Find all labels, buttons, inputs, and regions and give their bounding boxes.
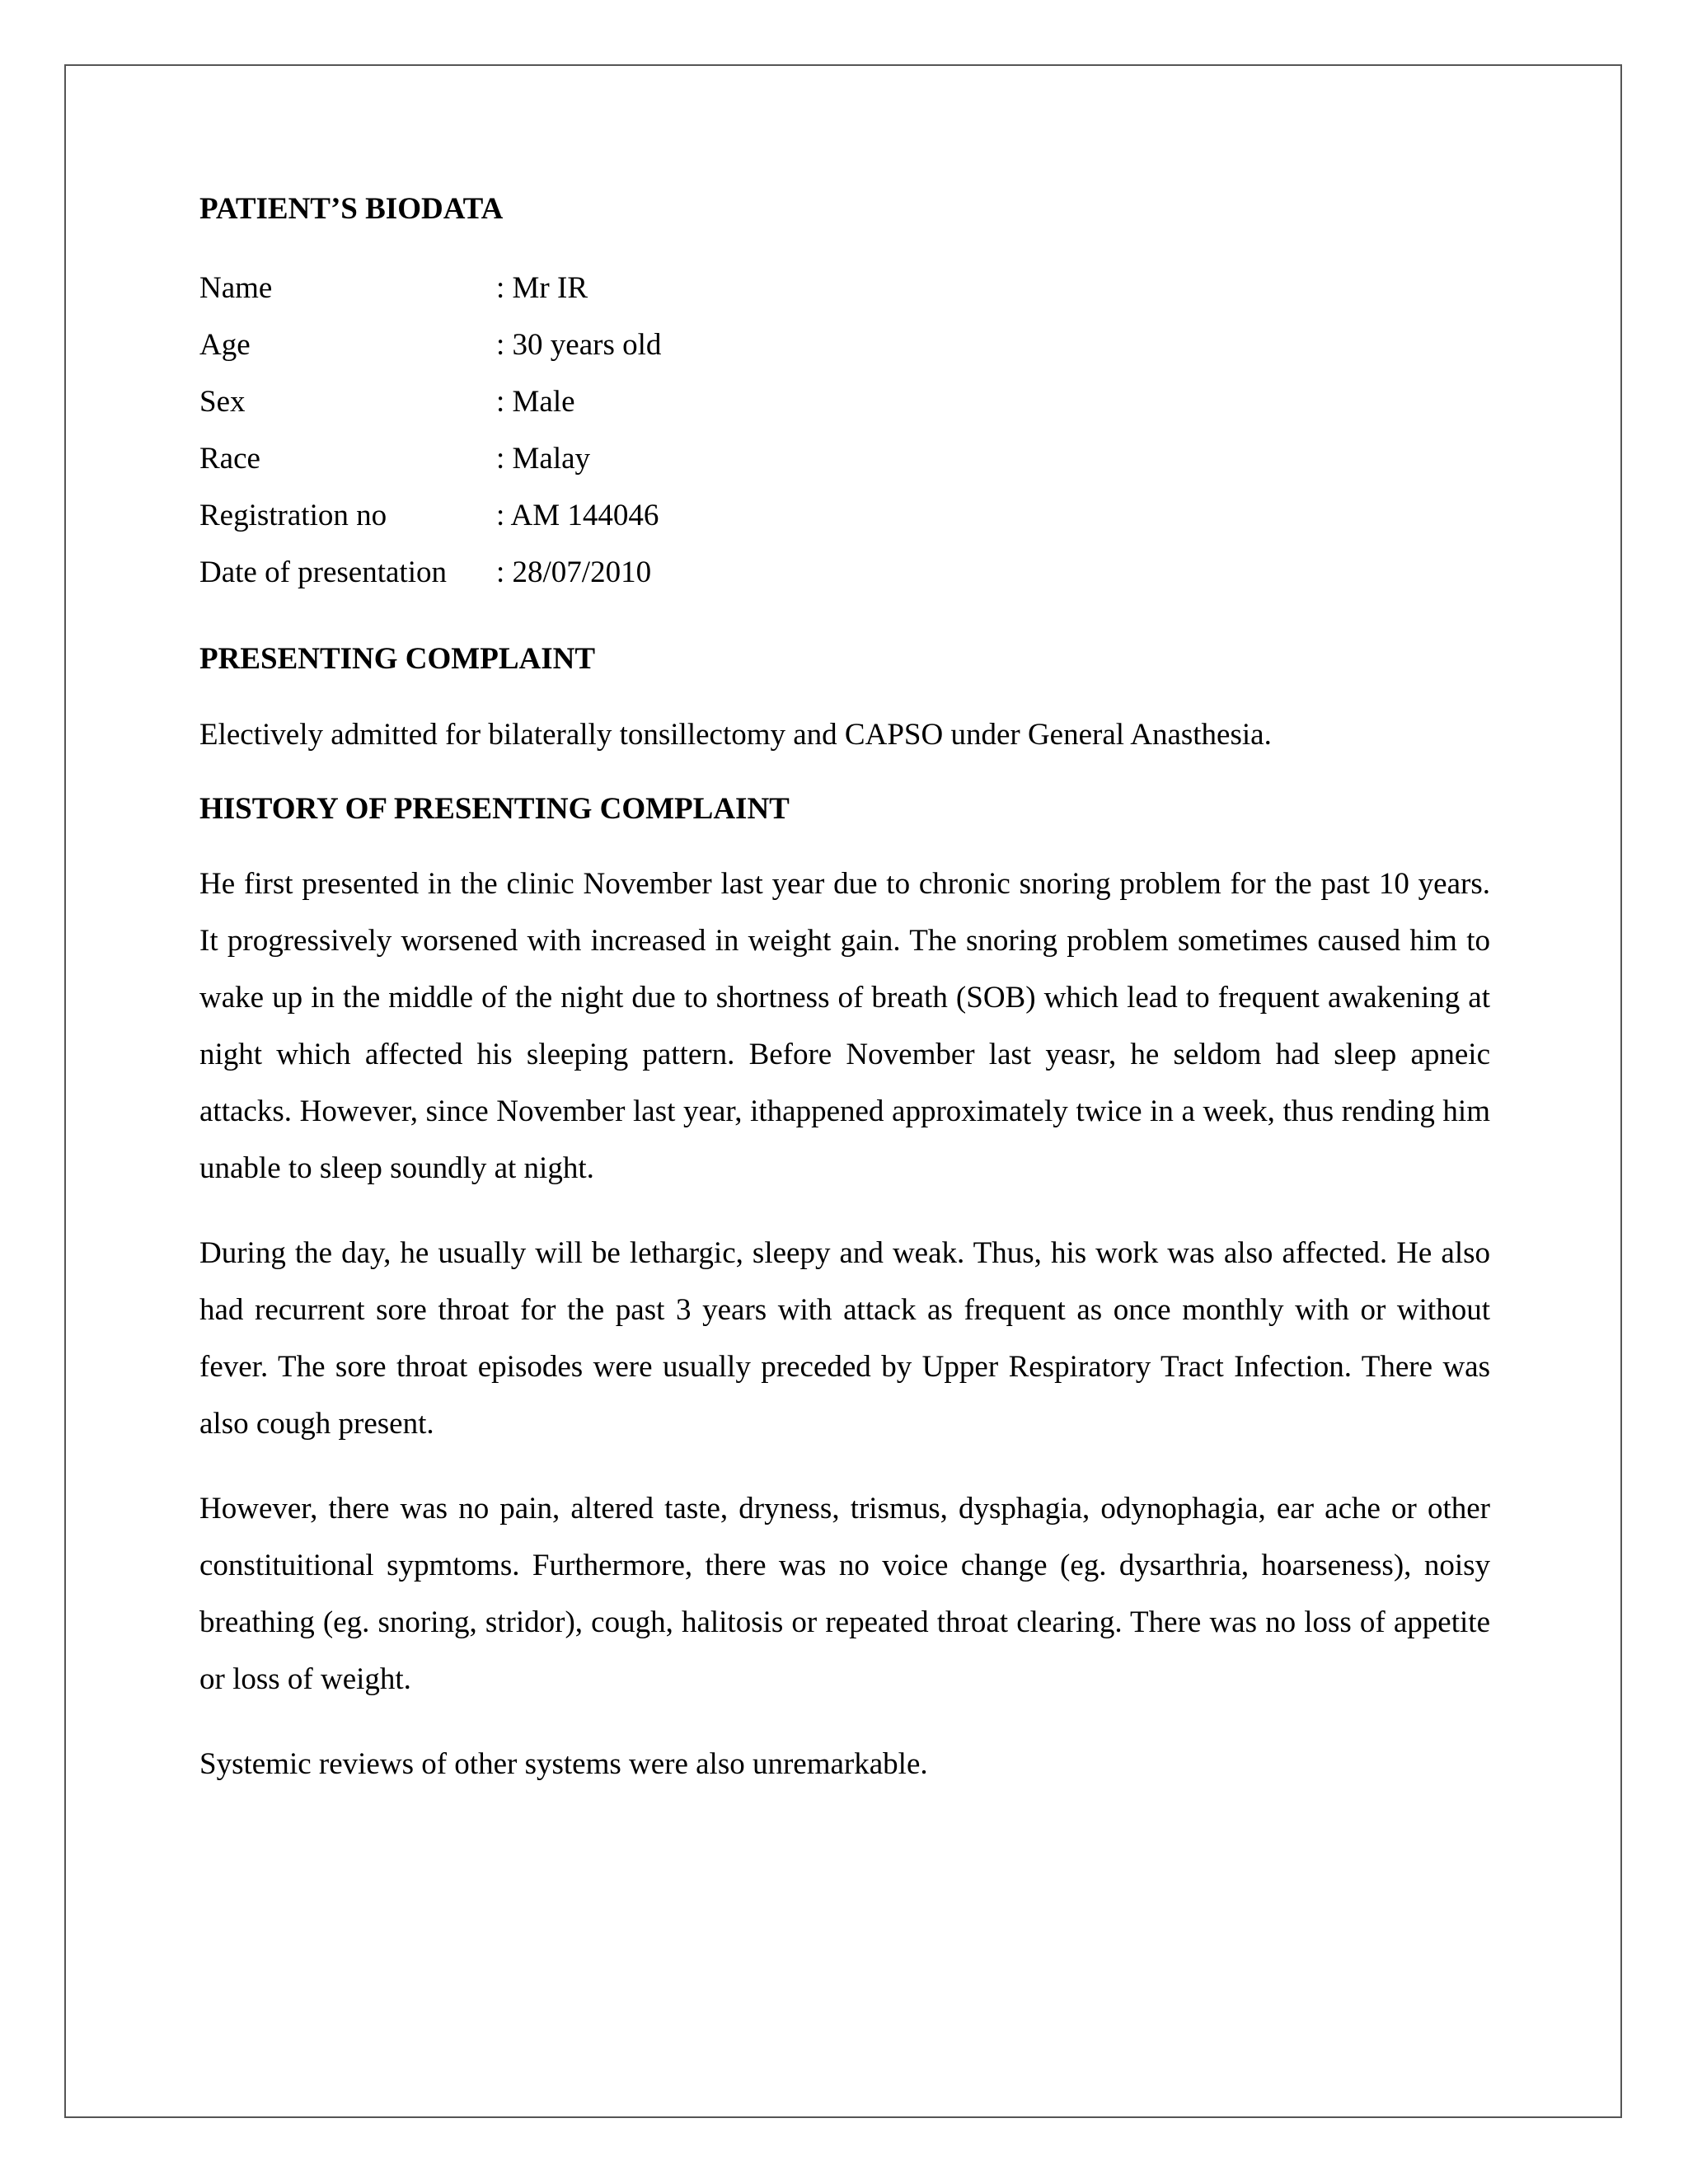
- biodata-value: : 28/07/2010: [496, 555, 652, 590]
- biodata-label: Age: [199, 328, 251, 363]
- biodata-row-registration: [199, 498, 1490, 555]
- biodata-value: : Male: [496, 385, 575, 419]
- biodata-value: : Mr IR: [496, 271, 588, 306]
- history-paragraph-2: During the day, he usually will be lethargic, sleepy and weak. Thus, his work was also affected. He also had recurrent sore throat for the past 3 years with attack as frequent as once monthly with or without fever. The sore throat episodes were usually preceded by Upper Respiratory Tract Infection. There was also cough present.: [199, 1236, 1490, 1441]
- biodata-row-sex: [199, 384, 1490, 441]
- biodata-table: [199, 270, 1490, 612]
- biodata-row-name: [199, 270, 1490, 327]
- biodata-label: Name: [199, 271, 273, 306]
- presenting-complaint-heading: PRESENTING COMPLAINT: [199, 642, 596, 677]
- biodata-row-race: [199, 441, 1490, 498]
- biodata-label: Race: [199, 442, 260, 476]
- biodata-value: : 30 years old: [496, 328, 662, 363]
- biodata-heading: PATIENT’S BIODATA: [199, 192, 504, 226]
- presenting-complaint-text: Electively admitted for bilaterally tonsillectomy and CAPSO under General Anasthesia.: [199, 717, 1272, 752]
- biodata-label: Sex: [199, 385, 246, 419]
- biodata-value: : AM 144046: [496, 499, 659, 533]
- biodata-row-age: [199, 327, 1490, 384]
- document-body: [199, 191, 1490, 1793]
- biodata-label: Date of presentation: [199, 555, 447, 590]
- biodata-row-date: [199, 555, 1490, 612]
- history-paragraph-1: He first presented in the clinic November last year due to chronic snoring problem for the past 10 years. It progressively worsened with increased in weight gain. The snoring problem sometimes caused him to wake up in the middle of the night due to shortness of breath (SOB) which lead to frequent awakening at night which affected his sleeping pattern. Before November last yeasr, he seldom had sleep apneic attacks. However, since November last year, ithappened approximately twice in a week, thus rending him unable to sleep soundly at night.: [199, 867, 1490, 1186]
- history-heading: HISTORY OF PRESENTING COMPLAINT: [199, 791, 790, 826]
- biodata-label: Registration no: [199, 499, 387, 533]
- history-paragraph-4: Systemic reviews of other systems were also unremarkable.: [199, 1747, 928, 1782]
- history-paragraph-3: However, there was no pain, altered taste, dryness, trismus, dysphagia, odynophagia, ear ache or other constituitional sypmtoms. Furthermore, there was no voice change (eg. dysarthria, hoarseness), noisy breathing (eg. snoring, stridor), cough, halitosis or repeated throat clearing. There was no loss of appetite or loss of weight.: [199, 1492, 1490, 1697]
- biodata-value: : Malay: [496, 442, 591, 476]
